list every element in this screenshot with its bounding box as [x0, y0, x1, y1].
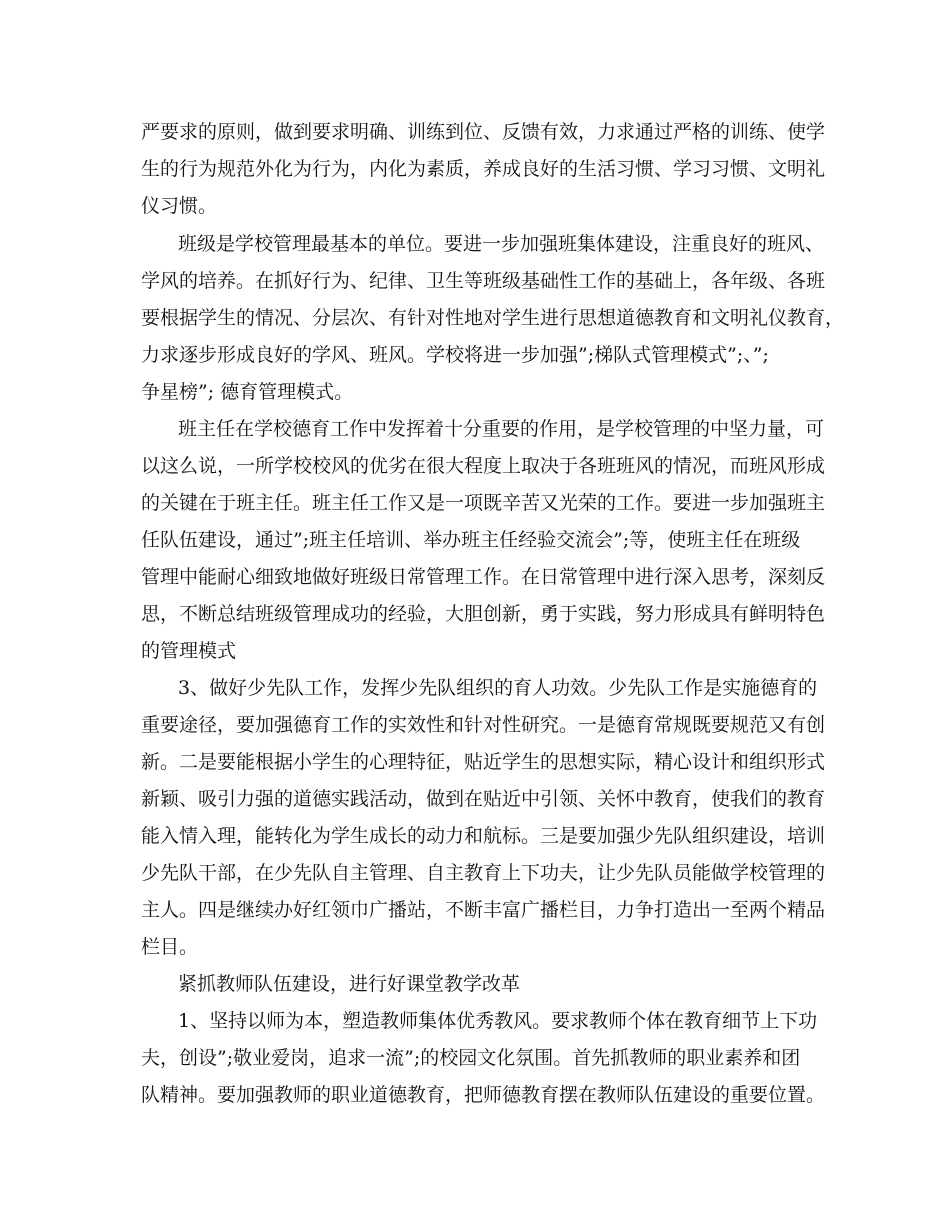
text-line: 要根据学生的情况、分层次、有针对性地对学生进行思想道德教育和文明礼仪教育， [141, 307, 845, 329]
text-line: 重要途径，要加强德育工作的实效性和针对性研究。一是德育常规既要规范又有创 [141, 714, 826, 736]
section-heading: 紧抓教师队伍建设，进行好课堂教学改革 [178, 973, 521, 995]
text-line: 夫，创设”;敬业爱岗，追求一流”;的校园文化氛围。首先抓教师的职业素养和团 [141, 1047, 801, 1069]
text-line: 3、做好少先队工作，发挥少先队组织的育人功效。少先队工作是实施德育的 [178, 677, 818, 699]
text-line: 栏目。 [141, 936, 199, 958]
text-line: 队精神。要加强教师的职业道德教育，把师德教育摆在教师队伍建设的重要位置。 [141, 1084, 826, 1106]
text-line: 的管理模式 [141, 640, 237, 662]
text-line: 新。二是要能根据小学生的心理特征，贴近学生的思想实际，精心设计和组织形式 [141, 751, 826, 773]
text-line: 争星榜”; 德育管理模式。 [141, 381, 354, 403]
text-line: 以这么说，一所学校校风的优劣在很大程度上取决于各班班风的情况，而班风形成 [141, 455, 826, 477]
text-line: 能入情入理，能转化为学生成长的动力和航标。三是要加强少先队组织建设，培训 [141, 825, 826, 847]
text-line: 管理中能耐心细致地做好班级日常管理工作。在日常管理中进行深入思考，深刻反 [141, 566, 826, 588]
text-line: 1、坚持以师为本，塑造教师集体优秀教风。要求教师个体在教育细节上下功 [178, 1010, 818, 1032]
text-line: 任队伍建设，通过”;班主任培训、举办班主任经验交流会”;等，使班主任在班级 [141, 529, 801, 551]
text-line: 学风的培养。在抓好行为、纪律、卫生等班级基础性工作的基础上，各年级、各班 [141, 270, 826, 292]
text-line: 班主任在学校德育工作中发挥着十分重要的作用，是学校管理的中坚力量，可 [178, 418, 825, 440]
text-line: 少先队干部，在少先队自主管理、自主教育上下功夫，让少先队员能做学校管理的 [141, 862, 826, 884]
text-line: 力求逐步形成良好的学风、班风。学校将进一步加强”;梯队式管理模式”;、”; [141, 344, 769, 366]
text-line: 主人。四是继续办好红领巾广播站，不断丰富广播栏目，力争打造出一至两个精品 [141, 899, 826, 921]
text-line: 班级是学校管理最基本的单位。要进一步加强班集体建设，注重良好的班风、 [178, 233, 825, 255]
text-line: 仪习惯。 [141, 195, 218, 217]
text-line: 的关键在于班主任。班主任工作又是一项既辛苦又光荣的工作。要进一步加强班主 [141, 492, 826, 514]
text-line: 严要求的原则，做到要求明确、训练到位、反馈有效，力求通过严格的训练、使学 [141, 121, 826, 143]
text-line: 新颖、吸引力强的道德实践活动，做到在贴近中引领、关怀中教育，使我们的教育 [141, 788, 826, 810]
text-line: 思，不断总结班级管理成功的经验，大胆创新，勇于实践，努力形成具有鲜明特色 [141, 603, 826, 625]
text-line: 生的行为规范外化为行为，内化为素质，养成良好的生活习惯、学习习惯、文明礼 [141, 158, 826, 180]
